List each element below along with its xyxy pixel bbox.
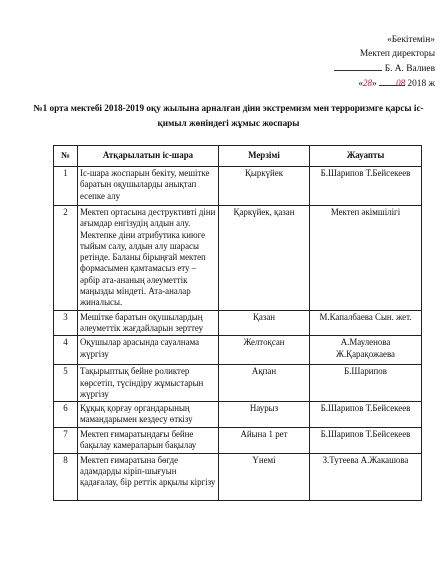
row-responsible: Б.Шарипов Т.Бейсекеев: [310, 167, 422, 206]
row-activity: Оқушылар арасында сауалнама жүргізу: [78, 336, 219, 365]
table-row: [54, 167, 422, 206]
row-responsible: М.Капалбаева Сын. жет.: [310, 310, 422, 336]
header-activity: Атқарылатын іс-шара: [78, 146, 219, 167]
row-responsible: Б.Шарипов Т.Бейсекеев: [310, 402, 422, 428]
row-term: Қазан: [219, 310, 310, 336]
header-number: №: [54, 146, 78, 167]
approval-date: «28» 08 2018 ж: [358, 78, 435, 89]
row-activity: Мектеп ғимаратына бөгде адамдарды кіріп-шығуын қадағалау, бір реттік арқылы кіргізу: [78, 453, 219, 500]
row-number: 5: [54, 365, 78, 402]
table-row: [54, 336, 422, 365]
table-row: [54, 453, 422, 500]
approval-block: [334, 33, 435, 91]
approval-year: 2018 ж: [407, 79, 435, 89]
table-row: [54, 365, 422, 402]
row-term: Ақпан: [219, 365, 310, 402]
row-activity: Іс-шара жоспарын бекіту, мешітке баратын оқушыларды анықтап есепке алу: [78, 167, 219, 206]
table-row: [54, 206, 422, 311]
row-term: Желтоқсан: [219, 336, 310, 365]
row-number: 3: [54, 310, 78, 336]
row-number: 2: [54, 206, 78, 311]
table-header-row: [54, 146, 422, 167]
row-responsible: Б.Шарипов Т.Бейсекеев: [310, 427, 422, 453]
document-title: №1 орта мектебі 2018-2019 оқу жылына арналған діни экстремизм мен терроризмге қарсы іс-қимыл жөніндегі жұмыс жоспары: [33, 103, 424, 128]
table-row: [54, 310, 422, 336]
row-responsible: Б.Шарипов: [310, 365, 422, 402]
approval-heading: «Бекітемін»: [387, 35, 435, 45]
row-responsible: Мектеп әкімшілігі: [310, 206, 422, 311]
row-number: 6: [54, 402, 78, 428]
row-term: Айына 1 рет: [219, 427, 310, 453]
row-term: Қаркүйек, қазан: [219, 206, 310, 311]
table-row: [54, 402, 422, 428]
row-term: Наурыз: [219, 402, 310, 428]
row-responsible: З.Тутеева А.Жакашова: [310, 453, 422, 500]
row-activity: Мектеп ортасына деструктивті діни ағымдар енгізудің алдын алу. Мектепке діни атрибутика киюге тыйым салу, алдын алу шарасы ретінде. Баланы бірыңғай мектеп формасымен қамтамасыз ету – әрбір ата-ананың әлеуметтік маңызды міндеті. Ата-аналар жиналысы.: [78, 206, 219, 311]
row-activity: Мешітке баратын оқушылардың әлеуметтік жағдайларын зерттеу: [78, 310, 219, 336]
row-number: 1: [54, 167, 78, 206]
row-activity: Құқық қорғау органдарының мамандарымен кездесу өткізу: [78, 402, 219, 428]
row-number: 4: [54, 336, 78, 365]
header-responsible: Жауапты: [310, 146, 422, 167]
row-number: 7: [54, 427, 78, 453]
approval-position: Мектеп директоры: [359, 49, 435, 59]
approval-day: 28: [363, 78, 373, 88]
signature-blank: [334, 61, 382, 71]
approval-month: 08: [396, 78, 406, 88]
row-activity: Мектеп ғимаратындағы бейне бақылау камераларын бақылау: [78, 427, 219, 453]
row-term: Қыркүйек: [219, 167, 310, 206]
table-row: [54, 427, 422, 453]
row-responsible: А.Мауленова Ж.Қарақожаева: [310, 336, 422, 365]
approval-signature-line: [334, 61, 435, 76]
row-activity: Тақырыптық бейне роликтер көрсетіп, түсіндіру жұмыстарын жүргізу: [78, 365, 219, 402]
month-blank: [379, 76, 405, 86]
row-term: Үнемі: [219, 453, 310, 500]
director-name: Б. А. Валиев: [384, 64, 435, 74]
row-number: 8: [54, 453, 78, 500]
header-term: Мерзімі: [219, 146, 310, 167]
work-plan-table: [53, 145, 422, 501]
